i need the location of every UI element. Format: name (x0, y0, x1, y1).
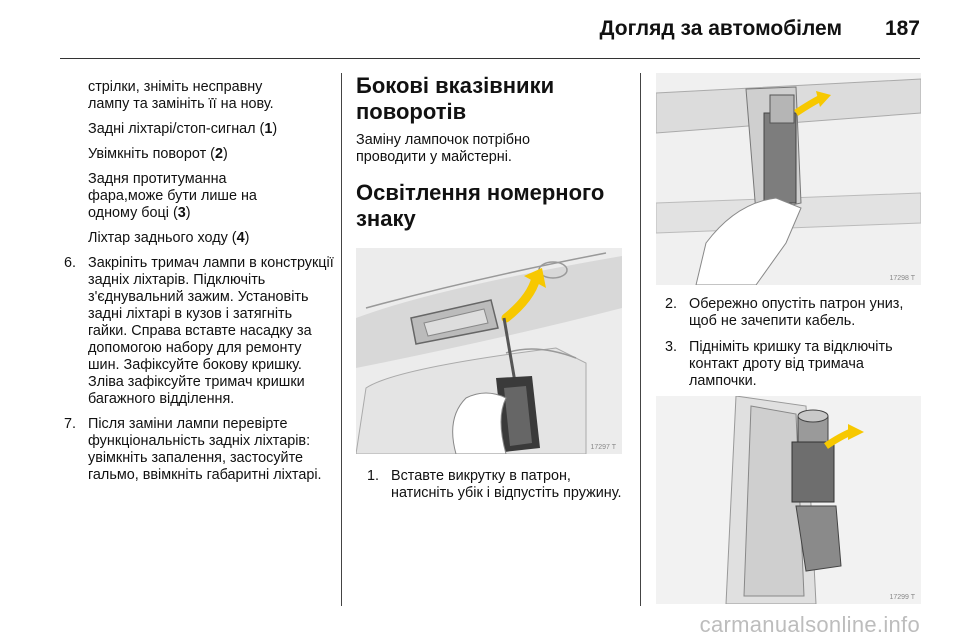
column-divider-right (640, 73, 641, 606)
figure-id: 17297 T (590, 444, 616, 451)
middle-steps (367, 468, 629, 508)
figure-id: 17298 T (889, 275, 915, 282)
step-text: Вставте викрутку в патрон, натисніть убік і відпустіть пружину. (391, 468, 622, 501)
step-number: 3. (665, 339, 678, 355)
step-6 (64, 255, 334, 408)
page-header-title: Догляд за автомобілем (599, 17, 842, 40)
lamp-item-4: Ліхтар заднього ходу (4) (88, 230, 250, 246)
lamp-item-3: Задня протитуманна фара,може бути лише на одному боці (3) (88, 171, 257, 221)
step-text: Після заміни лампи перевірте функціональність задніх ліхтарів: увімкніть запалення, застосуйте гальмо, ввімкніть габаритні ліхтарі. (88, 416, 322, 483)
step-number: 2. (665, 296, 678, 312)
step-7 (64, 416, 334, 484)
lamp-item-2: Увімкніть поворот (2) (88, 146, 228, 162)
step-1 (367, 468, 629, 502)
step-text: Обережно опустіть патрон униз, щоб не зачепити кабель. (689, 296, 904, 329)
intro-line: стрілки, зніміть несправну (88, 79, 263, 95)
figure-id: 17299 T (889, 594, 915, 601)
step-number: 1. (367, 468, 380, 484)
middle-column (356, 73, 631, 232)
page-number: 187 (884, 17, 920, 40)
figure-screwdriver (356, 248, 622, 454)
lamp-item-1: Задні ліхтарі/стоп-сигнал (1) (88, 121, 278, 137)
intro-line: лампу та замініть її на нову. (88, 96, 274, 112)
intro-text (64, 79, 334, 113)
step-number: 6. (64, 255, 77, 271)
step-2 (665, 296, 930, 330)
turn-signals-text: Заміну лампочок потрібно проводити у майстерні. (356, 132, 530, 165)
step-text: Закріпіть тримач лампи в конструкції задніх ліхтарів. Підключіть з'єднувальний зажим. Установіть задні ліхтарі в кузов і затягніть гайки. Справа вставте насадку за допомогою набору для ремонту шин. Зафіксуйте бокову кришку. Зліва зафіксуйте тримач кришки багажного відділення. (88, 255, 334, 407)
watermark: carmanualsonline.info (699, 612, 920, 637)
figure-socket-lower (656, 73, 921, 285)
step-number: 7. (64, 416, 77, 432)
header-rule (60, 58, 920, 59)
left-column (64, 79, 334, 490)
section-heading-turn-signals: Бокові вказівники поворотів (356, 73, 555, 124)
step-text: Підніміть кришку та відключіть контакт дроту від тримача лампочки. (689, 339, 893, 389)
right-steps (665, 296, 930, 396)
step-3 (665, 339, 930, 390)
section-heading-plate-light: Освітлення номерного знаку (356, 180, 605, 231)
figure-lamp-holder (656, 396, 921, 604)
column-divider-left (341, 73, 342, 606)
